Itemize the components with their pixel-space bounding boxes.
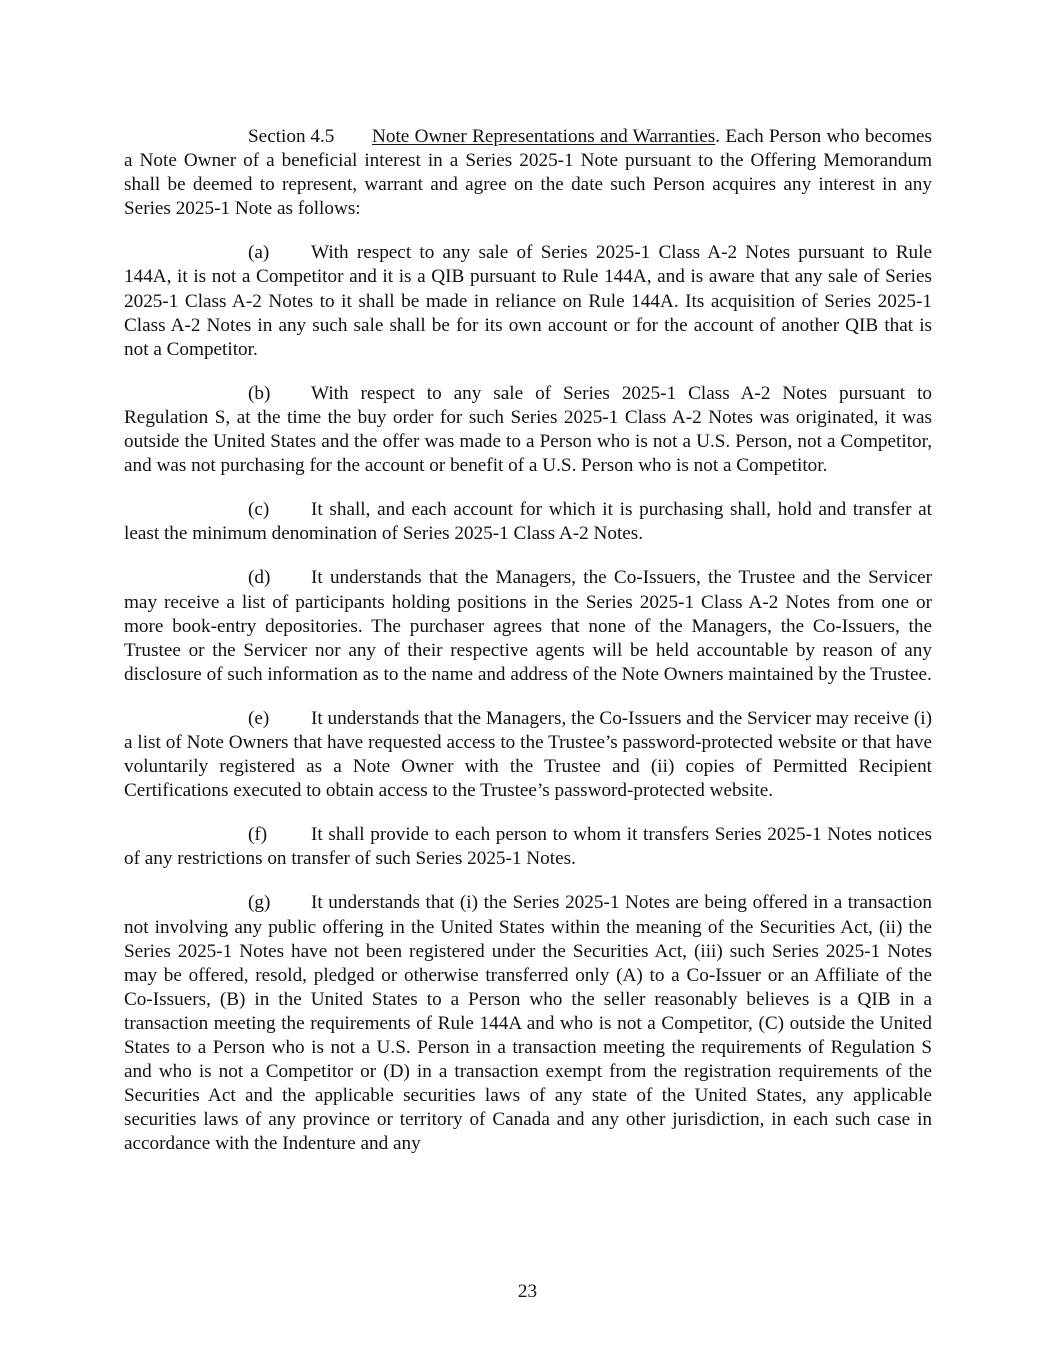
clause-text: It shall, and each account for which it is purchasing shall, hold and transfer at least the minimum denomination of Series 2025-1 Class A-2 Notes.: [124, 499, 932, 545]
clause-d: [124, 566, 932, 686]
clause-label: (b): [248, 382, 271, 404]
clause-text: It understands that (i) the Series 2025-1 Notes are being offered in a transaction not involving any public offering in the United States within the meaning of the Securities Act, (ii) the Series 2025-1 Notes have not been registered under the Securities Act, (iii) such Series 2025-1 Notes may be offered, resold, pledged or otherwise transferred only (A) to a Co-Issuer or an Affiliate of the Co-Issuers, (B) in the United States to a Person who the seller reasonably believes is a QIB in a transaction meeting the requirements of Rule 144A and who is not a Competitor, (C) outside the United States to a Person who is not a U.S. Person in a transaction meeting the requirements of Regulation S and who is not a Competitor or (D) in a transaction exempt from the registration requirements of the Securities Act and the applicable securities laws of any state of the United States, any applicable securities laws of any province or territory of Canada and any other jurisdiction, in each such case in accordance with the Indenture and any: [124, 892, 932, 1155]
clause-e: [124, 707, 932, 803]
clause-label: (d): [248, 567, 271, 589]
clause-text: It understands that the Managers, the Co-Issuers and the Servicer may receive (i) a list of Note Owners that have requested access to the Trustee’s password-protected website or that have voluntarily registered as a Note Owner with the Trustee and (ii) copies of Permitted Recipient Certifications executed to obtain access to the Trustee’s password-protected website.: [124, 707, 932, 802]
clause-b: [124, 382, 932, 478]
clause-label: (c): [248, 499, 270, 521]
clause-c: [124, 498, 932, 546]
page-number: 23: [517, 1281, 538, 1302]
clause-f: [124, 823, 932, 871]
clause-label: (f): [248, 824, 268, 846]
clause-text: It shall provide to each person to whom it transfers Series 2025-1 Notes notices of any restrictions on transfer of such Series 2025-1 Notes.: [124, 824, 932, 870]
clause-text: With respect to any sale of Series 2025-1 Class A-2 Notes pursuant to Regulation S, at the time the buy order for such Series 2025-1 Class A-2 Notes was originated, it was outside the United States and the offer was made to a Person who is not a U.S. Person, not a Competitor, and was not purchasing for the account or benefit of a U.S. Person who is not a Competitor.: [124, 382, 932, 477]
clause-text: With respect to any sale of Series 2025-1 Class A-2 Notes pursuant to Rule 144A, it is not a Competitor and it is a QIB pursuant to Rule 144A, and is aware that any sale of Series 2025-1 Class A-2 Notes to it shall be made in reliance on Rule 144A. Its acquisition of Series 2025-1 Class A-2 Notes in any such sale shall be for its own account or for the account of another QIB that is not a Competitor.: [124, 242, 932, 360]
section-number: Section 4.5: [248, 126, 335, 147]
clause-label: (e): [248, 707, 270, 729]
section-heading: Note Owner Representations and Warranties: [372, 126, 716, 147]
clause-label: (g): [248, 892, 271, 914]
clause-g: [124, 891, 932, 1156]
section-intro-paragraph: [124, 125, 932, 221]
document-page: [124, 125, 932, 1176]
clause-text: It understands that the Managers, the Co-Issuers, the Trustee and the Servicer may receive a list of participants holding positions in the Series 2025-1 Class A-2 Notes from one or more book-entry depositories. The purchaser agrees that none of the Managers, the Co-Issuers, the Trustee or the Servicer nor any of their respective agents will be held accountable by reason of any disclosure of such information as to the name and address of the Note Owners maintained by the Trustee.: [124, 567, 932, 685]
section-intro-text: . Each Person who becomes a Note Owner of a beneficial interest in a Series 2025-1 Note pursuant to the Offering Memorandum shall be deemed to represent, warrant and agree on the date such Person acquires any interest in any Series 2025-1 Note as follows:: [124, 126, 932, 220]
clause-a: [124, 241, 932, 361]
clause-label: (a): [248, 242, 270, 264]
